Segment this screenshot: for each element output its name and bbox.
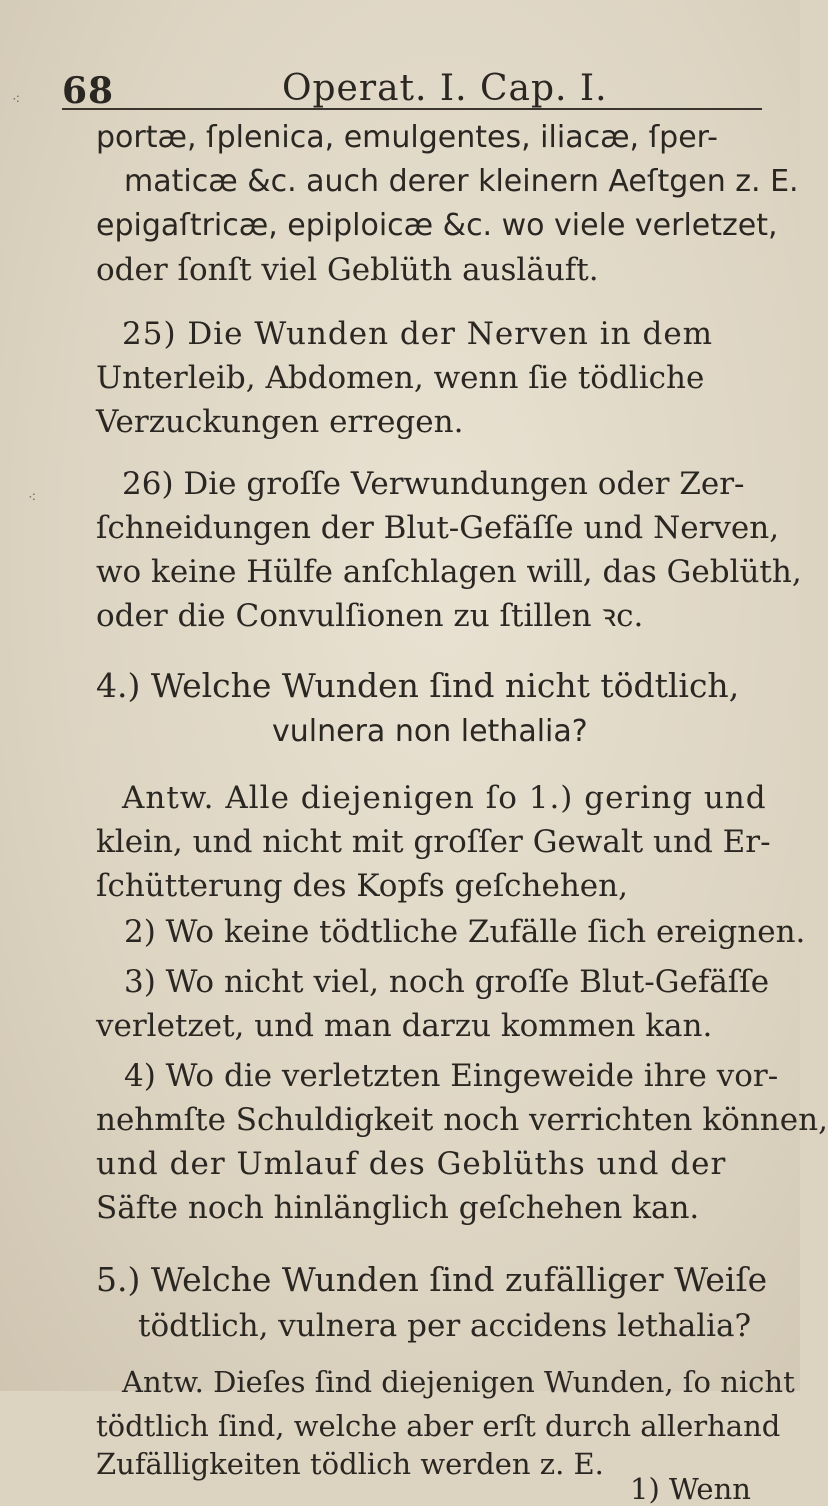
text-line: und der Umlauf des Geblüths und der <box>96 1146 727 1182</box>
page-number: 68 <box>62 70 115 112</box>
text-line: Verzuckungen erregen. <box>96 404 464 440</box>
text-line: 26) Die groſſe Verwundungen oder Zer- <box>122 466 745 502</box>
text-line: ſchütterung des Kopfs geſchehen, <box>96 868 628 904</box>
text-line: Unterleib, Abdomen, wenn ſie tödliche <box>96 360 705 396</box>
text-line: 3) Wo nicht viel, noch groſſe Blut-Gefäſſe <box>124 964 770 1000</box>
text-line: Zufälligkeiten tödlich werden z. E. <box>96 1447 604 1481</box>
text-line: epigaſtricæ, epiploicæ &c. wo viele verletzet, <box>96 208 778 243</box>
text-line: oder ſonſt viel Geblüth ausläuft. <box>96 252 599 288</box>
text-line: 4) Wo die verletzten Eingeweide ihre vor- <box>124 1058 779 1094</box>
catchword: 1) Wenn <box>630 1472 751 1506</box>
text-line: portæ, ſplenica, emulgentes, iliacæ, ſper- <box>96 120 718 155</box>
text-line: 2) Wo keine tödtliche Zufälle ſich ereignen. <box>124 914 806 950</box>
text-line: Antw. Dieſes ſind diejenigen Wunden, ſo nicht <box>122 1365 795 1399</box>
question-latin: tödtlich, vulnera per accidens lethalia? <box>138 1308 752 1344</box>
margin-speck: ⁖ <box>28 490 37 506</box>
text-line: nehmſte Schuldigkeit noch verrichten können, <box>96 1102 828 1138</box>
text-line: verletzet, und man darzu kommen kan. <box>96 1008 713 1044</box>
question-heading: 4.) Welche Wunden ſind nicht tödtlich, <box>96 666 740 705</box>
text-line: Antw. Alle diejenigen ſo 1.) gering und <box>122 780 767 816</box>
text-line: tödtlich ſind, welche aber erſt durch allerhand <box>96 1409 781 1443</box>
text-line: maticæ &c. auch derer kleinern Aeſtgen z. E. <box>124 164 799 199</box>
question-latin: vulnera non lethalia? <box>272 714 588 749</box>
text-line: wo keine Hülfe anſchlagen will, das Geblüth, <box>96 554 802 590</box>
text-line: Säfte noch hinlänglich geſchehen kan. <box>96 1190 700 1226</box>
text-line: klein, und nicht mit groſſer Gewalt und Er- <box>96 824 771 860</box>
question-heading: 5.) Welche Wunden ſind zufälliger Weiſe <box>96 1260 768 1299</box>
text-line: oder die Convulſionen zu ſtillen ꝛc. <box>96 598 644 634</box>
margin-speck: ⁖ <box>12 92 21 108</box>
running-title: Operat. I. Cap. I. <box>282 68 608 109</box>
text-line: 25) Die Wunden der Nerven in dem <box>122 316 714 352</box>
text-line: ſchneidungen der Blut-Gefäſſe und Nerven, <box>96 510 780 546</box>
page-header <box>62 64 762 110</box>
